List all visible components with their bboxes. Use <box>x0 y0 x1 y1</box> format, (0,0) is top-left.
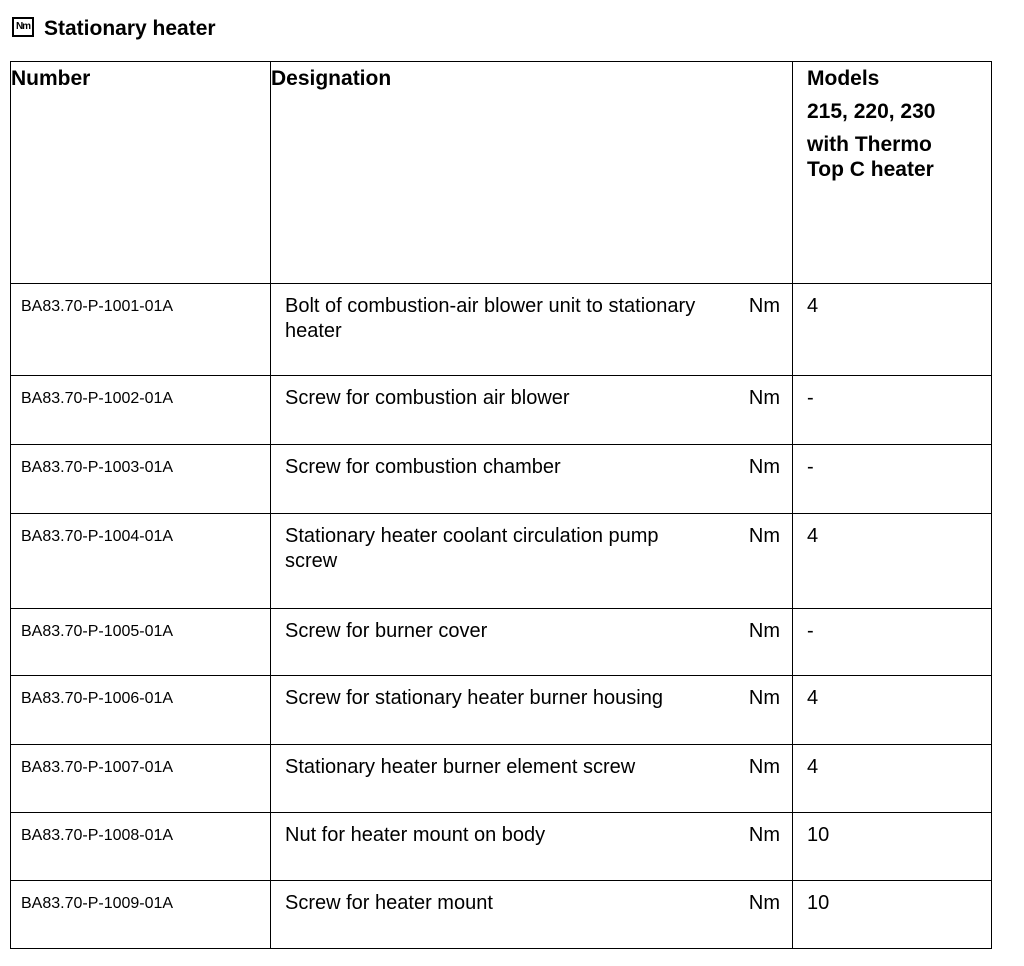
torque-value-cell: 4 <box>793 745 992 813</box>
unit-label: Nm <box>748 295 780 317</box>
designation-cell <box>271 376 793 445</box>
table-row <box>11 813 992 881</box>
part-number-cell: BA83.70-P-1008-01A <box>11 813 271 881</box>
torque-value-cell: 4 <box>793 514 992 609</box>
column-header-models <box>793 62 992 284</box>
part-number-cell: BA83.70-P-1003-01A <box>11 445 271 514</box>
page-header <box>12 14 216 44</box>
designation-text: Screw for heater mount <box>285 892 493 914</box>
designation-text: Bolt of combustion-air blower unit to stationary heater <box>285 295 696 342</box>
page-title: Stationary heater <box>44 17 216 40</box>
designation-cell <box>271 881 793 949</box>
table-row <box>11 745 992 813</box>
part-number-cell: BA83.70-P-1002-01A <box>11 376 271 445</box>
part-number-cell: BA83.70-P-1001-01A <box>11 284 271 376</box>
designation-cell <box>271 514 793 609</box>
table-row <box>11 514 992 609</box>
designation-text: Stationary heater burner element screw <box>285 756 636 778</box>
table-row <box>11 284 992 376</box>
designation-text: Nut for heater mount on body <box>285 824 546 846</box>
part-number-cell: BA83.70-P-1004-01A <box>11 514 271 609</box>
designation-cell <box>271 745 793 813</box>
designation-text: Screw for stationary heater burner housing <box>285 687 663 709</box>
torque-value-cell: 10 <box>793 813 992 881</box>
unit-label: Nm <box>748 387 780 409</box>
torque-value-cell: - <box>793 376 992 445</box>
unit-label: Nm <box>748 824 780 846</box>
part-number-cell: BA83.70-P-1007-01A <box>11 745 271 813</box>
unit-label: Nm <box>748 892 780 914</box>
unit-label: Nm <box>748 687 780 709</box>
designation-text: Stationary heater coolant circulation pump screw <box>285 525 659 572</box>
unit-label: Nm <box>748 620 780 642</box>
part-number-cell: BA83.70-P-1009-01A <box>11 881 271 949</box>
torque-value-cell: 4 <box>793 676 992 745</box>
table-row <box>11 609 992 676</box>
designation-cell <box>271 813 793 881</box>
designation-cell <box>271 676 793 745</box>
models-header-line: Top C heater <box>807 158 934 181</box>
designation-text: Screw for combustion chamber <box>285 456 561 478</box>
column-header-designation: Designation <box>271 62 793 284</box>
table-row <box>11 676 992 745</box>
torque-value-cell: - <box>793 609 992 676</box>
torque-value-cell: 4 <box>793 284 992 376</box>
designation-cell <box>271 284 793 376</box>
unit-label: Nm <box>748 456 780 478</box>
table-row <box>11 445 992 514</box>
table-row <box>11 376 992 445</box>
designation-cell <box>271 445 793 514</box>
torque-value-cell: 10 <box>793 881 992 949</box>
designation-cell <box>271 609 793 676</box>
torque-value-cell: - <box>793 445 992 514</box>
models-header-line: 215, 220, 230 <box>807 100 936 123</box>
unit-label: Nm <box>748 756 780 778</box>
models-header-line: with Thermo <box>807 133 932 156</box>
designation-text: Screw for combustion air blower <box>285 387 570 409</box>
torque-nm-icon: Nm <box>12 17 34 37</box>
torque-spec-table <box>10 61 992 949</box>
unit-label: Nm <box>748 525 780 547</box>
table-header-row <box>11 62 992 284</box>
designation-text: Screw for burner cover <box>285 620 488 642</box>
models-header-line: Models <box>807 67 880 90</box>
table-row <box>11 881 992 949</box>
part-number-cell: BA83.70-P-1006-01A <box>11 676 271 745</box>
part-number-cell: BA83.70-P-1005-01A <box>11 609 271 676</box>
column-header-number: Number <box>11 62 271 284</box>
